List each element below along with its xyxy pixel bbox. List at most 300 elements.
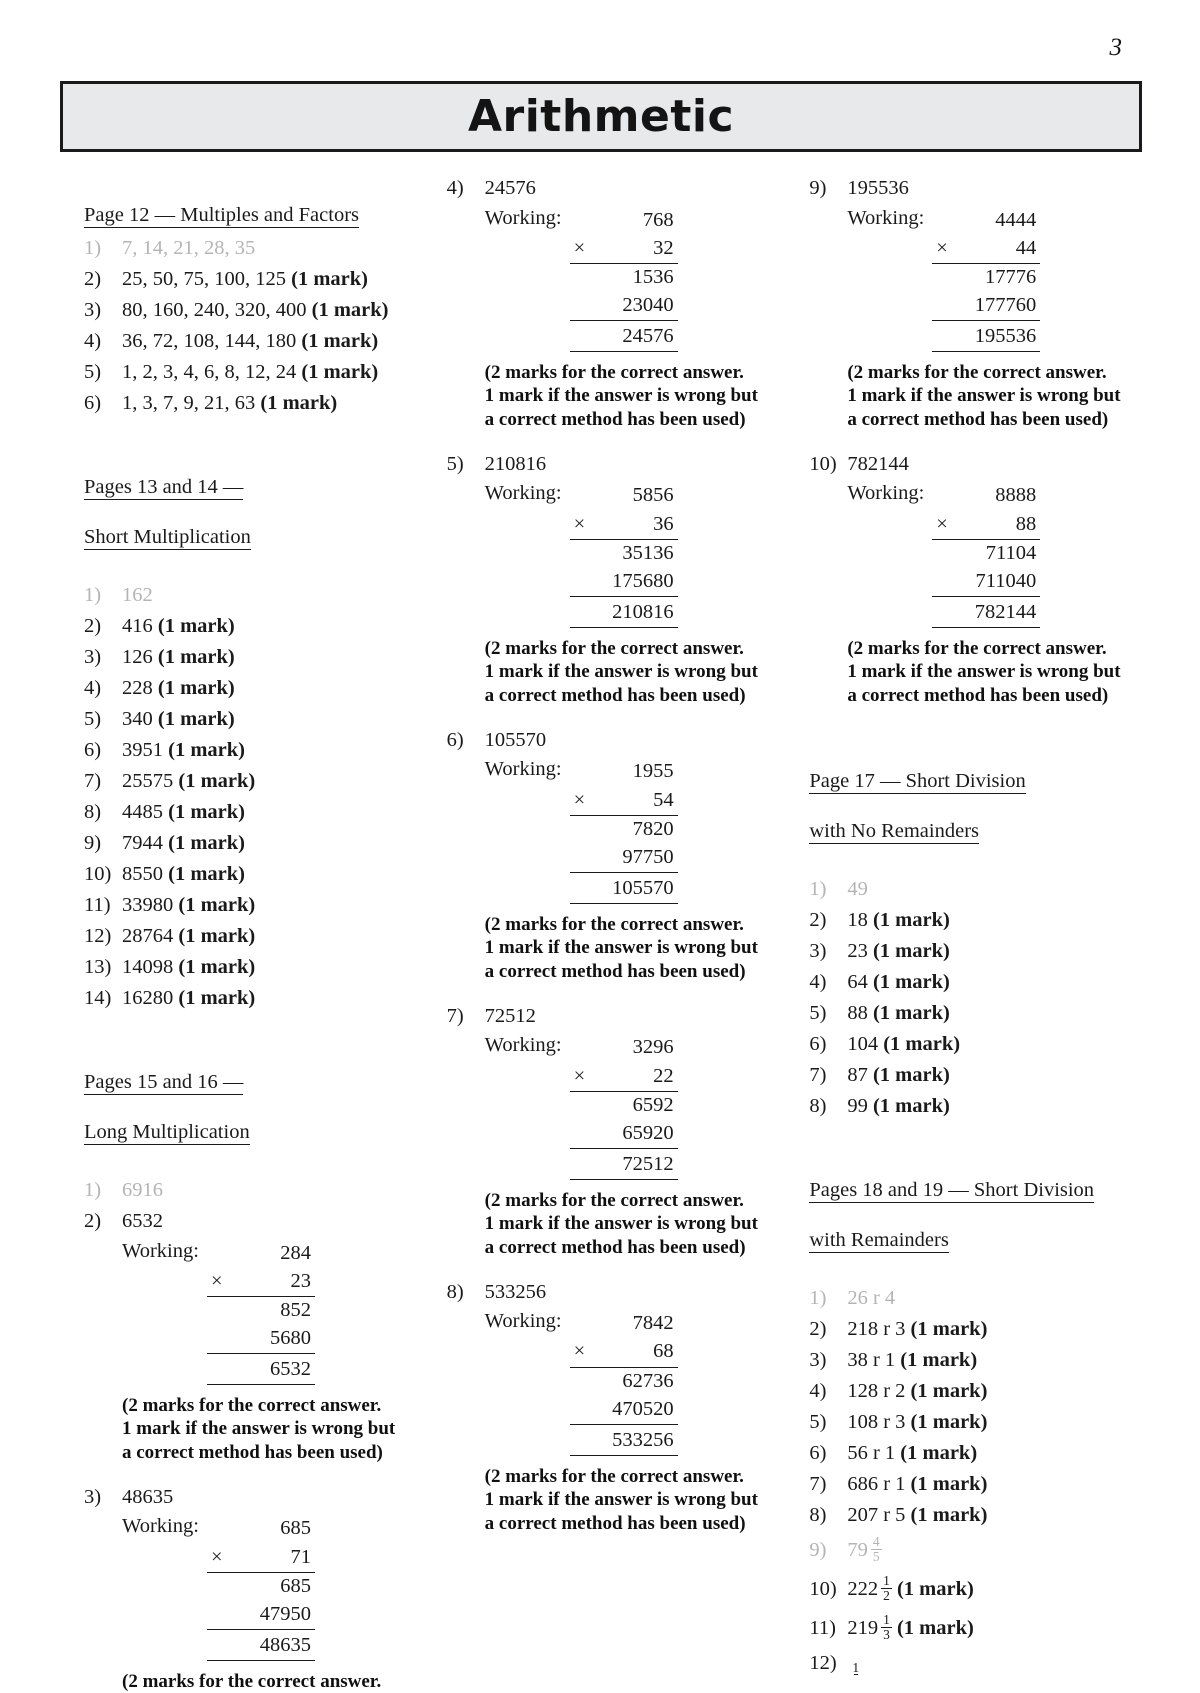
section-heading-short-division-no-remainders: Page 17 — Short Division with No Remainders <box>809 769 1026 842</box>
partial-2: 175680 <box>612 569 674 592</box>
working-label: Working: <box>484 1034 562 1057</box>
answer-item <box>809 972 1136 993</box>
answer-item <box>809 1065 1136 1086</box>
item-number: 5) <box>84 708 102 730</box>
multiplicand-row <box>207 1240 315 1268</box>
whole-part: 79 <box>847 1538 868 1561</box>
item-answer: 87 <box>847 1063 868 1086</box>
answer-item <box>809 910 1136 931</box>
item-answer: 64 <box>847 970 868 993</box>
item-number: 11) <box>809 1617 836 1640</box>
working-out <box>485 1034 774 1179</box>
partial-1: 6592 <box>632 1093 674 1116</box>
answer-item <box>84 926 411 947</box>
partial-2: 5680 <box>269 1326 311 1349</box>
item-mark: (1 mark) <box>157 646 235 668</box>
answer-list-short-division-no-remainders <box>809 879 1136 1117</box>
partial-product-row <box>570 1396 678 1425</box>
spacer <box>84 424 411 450</box>
worked-item-header <box>809 454 1136 475</box>
item-answer: 105570 <box>484 728 547 751</box>
marks-note: (2 marks for the correct answer. 1 mark if the answer is wrong but a correct method has been used) <box>484 913 758 983</box>
item-number: 7) <box>446 1004 464 1027</box>
item-number: 5) <box>84 361 102 383</box>
working-label: Working: <box>122 1515 199 1538</box>
partial-product-row <box>207 1297 315 1325</box>
worked-item <box>447 1282 774 1536</box>
partial-2: 47950 <box>259 1602 311 1625</box>
working-out <box>485 207 774 352</box>
times-icon: × <box>573 1340 586 1363</box>
marks-note: (2 marks for the correct answer. 1 mark if the answer is wrong but a correct method has been used) <box>484 637 758 707</box>
item-number: 10) <box>809 1578 837 1601</box>
total-row <box>570 599 678 628</box>
item-answer: 25575 <box>122 770 174 792</box>
page-title-banner <box>60 81 1142 152</box>
working-stack <box>570 1034 678 1179</box>
partial-product-row <box>570 292 678 321</box>
multiplicand-row <box>570 207 678 235</box>
page-title: Arithmetic <box>467 91 735 142</box>
item-number: 8) <box>809 1094 827 1117</box>
item-mark: (1 mark) <box>168 863 245 885</box>
multiplier: 36 <box>653 512 674 535</box>
item-number: 3) <box>84 1485 102 1508</box>
answer-item <box>84 709 411 730</box>
answer-item <box>809 1034 1136 1055</box>
spacer <box>809 1127 1136 1153</box>
working-out <box>485 482 774 627</box>
item-number: 3) <box>84 299 102 321</box>
total: 782144 <box>974 600 1037 623</box>
item-number: 3) <box>809 939 827 962</box>
fraction <box>881 1613 892 1642</box>
item-answer: 128 r 2 <box>847 1379 906 1402</box>
item-answer: 36, 72, 108, 144, 180 <box>122 330 297 352</box>
working-stack <box>932 482 1040 627</box>
total: 24576 <box>622 324 674 347</box>
item-answer: 6916 <box>122 1179 163 1201</box>
multiplier: 71 <box>290 1545 311 1568</box>
item-answer: 210816 <box>484 452 547 475</box>
item-number: 1) <box>809 877 827 900</box>
times-icon: × <box>573 788 586 811</box>
item-answer: 104 <box>847 1032 879 1055</box>
worked-item-header <box>447 1282 774 1303</box>
marks-note: (2 marks for the correct answer. 1 mark if the answer is wrong but a correct method has been used) <box>484 1465 758 1535</box>
answer-item-fraction <box>809 1614 1136 1643</box>
column-3 <box>809 177 1136 1675</box>
total: 195536 <box>974 324 1037 347</box>
item-mark: (1 mark) <box>872 970 950 993</box>
item-answer: 48635 <box>122 1485 174 1508</box>
item-answer: 7, 14, 21, 28, 35 <box>122 237 256 259</box>
partial-product-row <box>570 1368 678 1396</box>
answer-item <box>84 647 411 668</box>
item-answer: 16280 <box>122 987 174 1009</box>
item-answer: 126 <box>122 646 153 668</box>
partial-product-row <box>932 292 1040 321</box>
item-mark: (1 mark) <box>872 908 950 931</box>
denominator <box>854 1674 858 1675</box>
item-answer: 80, 160, 240, 320, 400 <box>122 299 307 321</box>
multiplier: 68 <box>653 1340 674 1363</box>
mixed-number <box>847 1614 892 1643</box>
denominator: 3 <box>883 1626 890 1642</box>
item-number: 5) <box>809 1001 827 1024</box>
item-answer: 3951 <box>122 739 163 761</box>
working-label: Working: <box>847 482 925 505</box>
answer-item <box>84 771 411 792</box>
item-number: 6) <box>84 739 102 761</box>
worked-item-header <box>84 1211 411 1232</box>
partial-2: 470520 <box>612 1397 674 1420</box>
multiplicand-row <box>570 1310 678 1338</box>
item-answer: 49 <box>847 877 868 900</box>
total: 210816 <box>612 600 674 623</box>
multiplier: 54 <box>653 788 674 811</box>
multiplicand: 7842 <box>632 1312 674 1335</box>
item-mark: (1 mark) <box>896 1617 974 1640</box>
total: 6532 <box>269 1357 311 1380</box>
mixed-number <box>847 1575 892 1604</box>
multiplier-row <box>570 1063 678 1092</box>
item-mark: (1 mark) <box>178 956 256 978</box>
item-answer: 38 r 1 <box>847 1348 896 1371</box>
multiplier: 44 <box>1015 236 1037 259</box>
worked-item-header <box>447 178 774 199</box>
item-mark: (1 mark) <box>168 739 245 761</box>
item-number: 13) <box>84 956 112 978</box>
partial-product-row <box>570 1092 678 1120</box>
multiplicand-row <box>570 1034 678 1062</box>
total-row <box>570 323 678 352</box>
item-number: 9) <box>809 1538 827 1561</box>
answer-item <box>809 941 1136 962</box>
item-mark: (1 mark) <box>910 1410 988 1433</box>
answer-item <box>84 393 411 414</box>
spacer <box>84 1019 411 1045</box>
item-mark: (1 mark) <box>910 1317 988 1340</box>
item-answer: 56 r 1 <box>847 1441 896 1464</box>
total-row <box>207 1356 315 1385</box>
item-number: 6) <box>809 1032 827 1055</box>
item-answer: 28764 <box>122 925 174 947</box>
denominator: 2 <box>883 1587 890 1603</box>
answer-list-short-multiplication <box>84 585 411 1009</box>
times-icon: × <box>573 236 586 259</box>
multiplicand-row <box>570 482 678 510</box>
answer-item <box>84 331 411 352</box>
multiplier-row <box>570 511 678 540</box>
item-answer: 88 <box>847 1001 868 1024</box>
item-answer: 7944 <box>122 832 163 854</box>
multiplicand: 4444 <box>995 208 1037 231</box>
answer-list-short-division-remainders <box>809 1288 1136 1676</box>
partial-product-row <box>570 1120 678 1149</box>
item-answer: 72512 <box>484 1004 536 1027</box>
answer-item <box>84 678 411 699</box>
item-number: 5) <box>809 1410 827 1433</box>
times-icon: × <box>573 1064 586 1087</box>
item-answer: 782144 <box>847 452 909 475</box>
answer-item <box>84 864 411 885</box>
answer-item <box>809 1412 1136 1433</box>
multiplicand-row <box>207 1515 315 1543</box>
column-2 <box>446 177 774 1535</box>
item-answer: 228 <box>122 677 153 699</box>
partial-2: 177760 <box>974 293 1037 316</box>
times-icon: × <box>573 512 586 535</box>
item-answer: 340 <box>122 708 153 730</box>
partial-1: 685 <box>280 1574 311 1597</box>
total-row <box>570 1427 678 1456</box>
working-label: Working: <box>847 206 925 229</box>
item-mark: (1 mark) <box>178 987 256 1009</box>
worked-item <box>809 454 1136 708</box>
partial-1: 7820 <box>632 817 674 840</box>
total: 533256 <box>612 1428 674 1451</box>
answer-item <box>809 1319 1136 1340</box>
item-answer: 533256 <box>484 1280 547 1303</box>
item-answer: 207 r 5 <box>847 1503 906 1526</box>
item-number: 1) <box>84 237 102 259</box>
answer-item <box>809 1381 1136 1402</box>
item-number: 12) <box>84 925 112 947</box>
item-number: 3) <box>809 1348 827 1371</box>
item-number: 8) <box>446 1280 464 1303</box>
denominator: 5 <box>872 1548 880 1564</box>
fraction <box>850 1661 861 1676</box>
item-number: 14) <box>84 987 112 1009</box>
working-stack <box>570 207 678 352</box>
working-stack <box>570 482 678 627</box>
page-number: 3 <box>1109 34 1122 61</box>
item-number: 7) <box>809 1472 827 1495</box>
answer-item <box>809 1474 1136 1495</box>
item-answer: 1, 2, 3, 4, 6, 8, 12, 24 <box>122 361 297 383</box>
partial-1: 71104 <box>985 541 1037 564</box>
item-mark: (1 mark) <box>872 1063 950 1086</box>
worked-item-header <box>447 730 774 751</box>
item-answer: 686 r 1 <box>847 1472 906 1495</box>
partial-product-row <box>932 568 1040 597</box>
answer-item <box>84 957 411 978</box>
numerator: 1 <box>883 1573 890 1588</box>
item-answer: 218 r 3 <box>847 1317 906 1340</box>
mixed-number <box>847 1659 861 1677</box>
item-mark: (1 mark) <box>872 939 950 962</box>
working-out <box>122 1240 411 1385</box>
item-mark: (1 mark) <box>311 299 389 321</box>
item-answer: 18 <box>847 908 868 931</box>
multiplier: 22 <box>653 1064 674 1087</box>
item-number: 1) <box>809 1286 827 1309</box>
answer-item <box>809 1505 1136 1526</box>
multiplicand-row <box>570 758 678 786</box>
working-out <box>122 1515 411 1660</box>
total-row <box>570 1151 678 1180</box>
multiplier-row <box>932 235 1040 264</box>
item-number: 10) <box>84 863 112 885</box>
partial-2: 65920 <box>622 1121 674 1144</box>
answer-item <box>84 802 411 823</box>
item-answer: 162 <box>122 584 153 606</box>
working-stack <box>207 1515 315 1660</box>
item-number: 2) <box>84 1210 102 1232</box>
item-number: 4) <box>446 177 464 199</box>
whole-part: 219 <box>847 1617 879 1640</box>
item-answer: 195536 <box>847 177 909 199</box>
item-mark: (1 mark) <box>872 1001 950 1024</box>
item-answer: 23 <box>847 939 868 962</box>
section-heading-short-multiplication: Pages 13 and 14 — Short Multiplication <box>84 476 251 548</box>
answer-item <box>809 879 1136 900</box>
marks-note: (2 marks for the correct answer. 1 mark if the answer is wrong but a correct method has been used) <box>484 1189 758 1259</box>
item-number: 11) <box>84 894 111 916</box>
answer-item <box>809 1288 1136 1309</box>
working-stack <box>570 758 678 903</box>
multiplier: 88 <box>1015 512 1037 535</box>
item-number: 5) <box>446 452 464 475</box>
partial-product-row <box>207 1573 315 1601</box>
answer-list-multiples-and-factors <box>84 238 411 414</box>
item-mark: (1 mark) <box>900 1441 978 1464</box>
multiplier-row <box>570 235 678 264</box>
answer-item <box>84 362 411 383</box>
mixed-number <box>847 1533 881 1565</box>
item-mark: (1 mark) <box>178 894 256 916</box>
item-mark: (1 mark) <box>157 615 235 637</box>
worked-item <box>447 178 774 432</box>
working-stack <box>570 1310 678 1455</box>
worked-item <box>84 1211 411 1465</box>
answer-item <box>809 1003 1136 1024</box>
partial-product-row <box>932 264 1040 292</box>
fraction <box>881 1574 892 1603</box>
item-number: 3) <box>84 646 102 668</box>
multiplicand: 1955 <box>632 760 674 783</box>
item-number: 8) <box>84 801 102 823</box>
item-number: 8) <box>809 1503 827 1526</box>
item-mark: (1 mark) <box>910 1503 988 1526</box>
item-answer: 14098 <box>122 956 174 978</box>
section-heading-multiples-and-factors: Page 12 — Multiples and Factors <box>84 204 360 226</box>
numerator: 1 <box>852 1659 860 1675</box>
item-mark: (1 mark) <box>301 330 379 352</box>
partial-product-row <box>570 568 678 597</box>
worked-item-header <box>447 1006 774 1027</box>
partial-product-row <box>207 1601 315 1630</box>
answer-item <box>84 585 411 606</box>
marks-note: (2 marks for the correct answer. 1 mark if the answer is wrong but a correct method has been used) <box>122 1394 396 1464</box>
item-answer: 33980 <box>122 894 174 916</box>
item-mark: (1 mark) <box>301 361 379 383</box>
item-answer: 26 r 4 <box>847 1286 896 1309</box>
marks-note: (2 marks for the correct answer. 1 mark if the answer is wrong but a correct method has been used) <box>847 361 1121 431</box>
answer-item-fraction-clipped <box>809 1653 1136 1676</box>
working-label: Working: <box>484 206 562 229</box>
item-mark: (1 mark) <box>900 1348 978 1371</box>
item-answer: 99 <box>847 1094 868 1117</box>
answer-item <box>84 238 411 259</box>
worked-item <box>447 1006 774 1260</box>
multiplier-row <box>932 511 1040 540</box>
item-number: 4) <box>809 970 827 993</box>
partial-2: 97750 <box>622 845 674 868</box>
working-label: Working: <box>484 758 562 781</box>
section-heading-long-multiplication: Pages 15 and 16 — Long Multiplication <box>84 1071 250 1143</box>
times-icon: × <box>936 236 948 259</box>
item-number: 4) <box>809 1379 827 1402</box>
partial-1: 1536 <box>632 265 674 288</box>
working-out <box>485 1310 774 1455</box>
item-number: 4) <box>84 677 102 699</box>
partial-product-row <box>570 816 678 844</box>
worked-item-header <box>84 1487 411 1508</box>
item-number: 1) <box>84 584 102 606</box>
answer-item <box>84 300 411 321</box>
multiplicand-row <box>932 482 1040 510</box>
item-mark: (1 mark) <box>157 708 235 730</box>
fraction <box>871 1535 882 1564</box>
multiplier-row <box>207 1544 315 1573</box>
total-row <box>570 875 678 904</box>
item-number: 2) <box>84 268 102 290</box>
numerator: 4 <box>872 1533 880 1549</box>
multiplicand-row <box>932 207 1040 235</box>
item-number: 6) <box>84 392 102 414</box>
multiplier-row <box>207 1268 315 1297</box>
answer-item <box>84 616 411 637</box>
section-heading-short-division-remainders: Pages 18 and 19 — Short Division with Remainders <box>809 1178 1095 1251</box>
worked-item <box>809 178 1136 432</box>
marks-note: (2 marks for the correct answer. <box>122 1670 382 1692</box>
item-mark: (1 mark) <box>910 1472 988 1495</box>
working-out <box>847 482 1136 627</box>
item-mark: (1 mark) <box>883 1032 961 1055</box>
partial-2: 711040 <box>975 569 1037 592</box>
multiplier: 32 <box>653 236 674 259</box>
item-mark: (1 mark) <box>178 925 256 947</box>
multiplier-row <box>570 1338 678 1367</box>
spacer <box>809 718 1136 744</box>
working-out <box>485 758 774 903</box>
multiplicand: 3296 <box>632 1036 674 1059</box>
total: 72512 <box>622 1152 674 1175</box>
item-number: 2) <box>809 1317 827 1340</box>
numerator: 1 <box>883 1612 890 1628</box>
multiplier: 23 <box>290 1269 311 1292</box>
total-row <box>932 599 1040 628</box>
answer-item-fraction <box>809 1533 1136 1565</box>
partial-product-row <box>570 264 678 292</box>
answer-item <box>84 988 411 1009</box>
item-mark: (1 mark) <box>168 832 245 854</box>
worked-item <box>84 1487 411 1693</box>
working-stack <box>932 207 1040 352</box>
item-answer: 6532 <box>122 1210 163 1232</box>
answer-item <box>84 740 411 761</box>
partial-2: 23040 <box>622 293 674 316</box>
whole-part: 222 <box>847 1578 879 1601</box>
working-label: Working: <box>122 1239 199 1262</box>
working-stack <box>207 1240 315 1385</box>
multiplicand: 5856 <box>632 484 674 507</box>
item-mark: (1 mark) <box>178 770 256 792</box>
answer-item <box>84 895 411 916</box>
item-answer: 4485 <box>122 801 163 823</box>
